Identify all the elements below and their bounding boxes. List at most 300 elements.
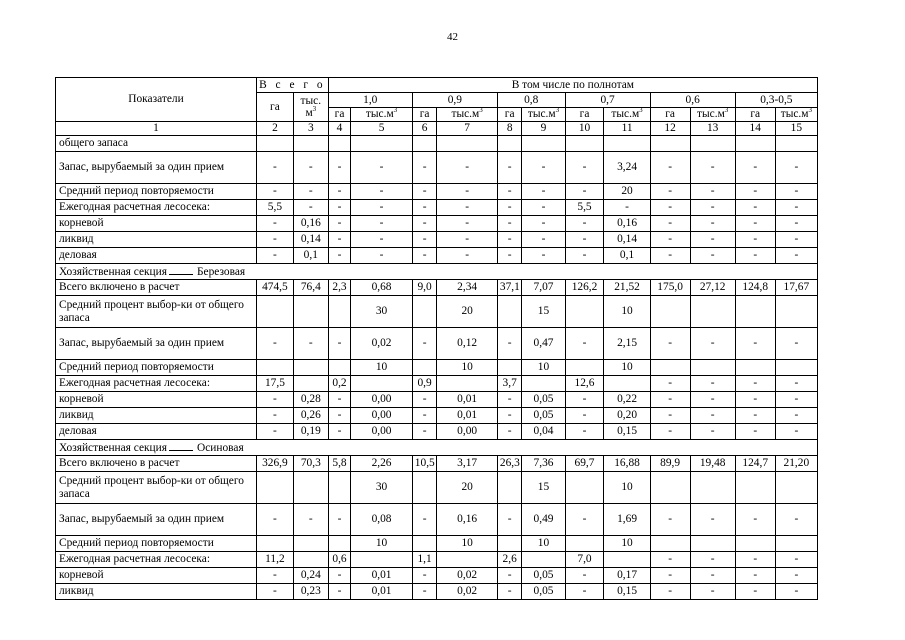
table-cell: -: [735, 584, 775, 600]
table-cell: 17,5: [256, 376, 293, 392]
table-cell: 10,5: [412, 456, 437, 472]
table-cell: 474,5: [256, 280, 293, 296]
table-cell: 0,01: [351, 584, 413, 600]
table-cell: -: [565, 248, 604, 264]
table-cell: [565, 536, 604, 552]
header-unit-ha: га: [650, 108, 690, 122]
table-cell: 0,23: [293, 584, 328, 600]
table-cell: [650, 536, 690, 552]
table-cell: [351, 552, 413, 568]
row-label: Средний период повторяемости: [56, 360, 257, 376]
header-total-volume: тыс. $м^3$: [293, 93, 328, 122]
table-cell: 0,17: [604, 568, 650, 584]
table-cell: -: [412, 504, 437, 536]
table-row: [56, 248, 818, 264]
table-cell: -: [735, 504, 775, 536]
table-cell: -: [735, 248, 775, 264]
table-cell: 0,1: [293, 248, 328, 264]
table-cell: -: [256, 568, 293, 584]
header-unit-volume: $тыс.м^3$: [604, 108, 650, 122]
table-cell: 0,15: [604, 424, 650, 440]
table-cell: -: [412, 392, 437, 408]
table-cell: -: [256, 232, 293, 248]
table-cell: -: [775, 568, 817, 584]
table-cell: 0,00: [351, 424, 413, 440]
table-cell: -: [775, 184, 817, 200]
table-cell: -: [775, 216, 817, 232]
column-number: 11: [604, 122, 650, 136]
row-label: ликвид: [56, 232, 257, 248]
table-cell: 2,15: [604, 328, 650, 360]
table-cell: -: [351, 152, 413, 184]
table-cell: 0,26: [293, 408, 328, 424]
table-cell: [328, 360, 351, 376]
table-cell: 0,19: [293, 424, 328, 440]
table-cell: 5,5: [256, 200, 293, 216]
table-cell: -: [775, 376, 817, 392]
table-cell: -: [497, 568, 522, 584]
table-cell: -: [522, 248, 565, 264]
table-cell: -: [690, 152, 735, 184]
table-cell: 10: [604, 472, 650, 504]
table-cell: -: [565, 232, 604, 248]
table-cell: -: [497, 200, 522, 216]
table-cell: 0,16: [604, 216, 650, 232]
table-cell: 15: [522, 296, 565, 328]
table-cell: [256, 536, 293, 552]
table-cell: [497, 536, 522, 552]
table-cell: -: [690, 392, 735, 408]
table-cell: -: [328, 408, 351, 424]
table-cell: -: [565, 408, 604, 424]
table-cell: 0,08: [351, 504, 413, 536]
table-cell: -: [412, 424, 437, 440]
table-cell: -: [328, 392, 351, 408]
table-cell: -: [497, 216, 522, 232]
header-unit-ha: га: [735, 108, 775, 122]
table-cell: -: [775, 504, 817, 536]
row-label: Ежегодная расчетная лесосека:: [56, 376, 257, 392]
table-cell: -: [328, 232, 351, 248]
table-cell: [775, 136, 817, 152]
row-label: деловая: [56, 424, 257, 440]
table-cell: 7,0: [565, 552, 604, 568]
table-cell: -: [351, 200, 413, 216]
table-cell: 76,4: [293, 280, 328, 296]
header-column-numbers-row: [56, 122, 818, 136]
table-row: [56, 408, 818, 424]
table-cell: -: [293, 504, 328, 536]
table-cell: -: [328, 584, 351, 600]
table-cell: [522, 376, 565, 392]
table-cell: -: [256, 392, 293, 408]
table-cell: [256, 296, 293, 328]
table-cell: -: [650, 232, 690, 248]
table-cell: -: [256, 248, 293, 264]
column-number: 15: [775, 122, 817, 136]
table-cell: [604, 552, 650, 568]
table-cell: 30: [351, 472, 413, 504]
table-cell: -: [437, 200, 497, 216]
table-cell: [256, 136, 293, 152]
column-number: 6: [412, 122, 437, 136]
table-cell: -: [775, 552, 817, 568]
table-cell: [522, 552, 565, 568]
table-cell: [293, 472, 328, 504]
table-row: [56, 152, 818, 184]
table-cell: 0,1: [604, 248, 650, 264]
table-cell: -: [690, 200, 735, 216]
table-cell: -: [497, 248, 522, 264]
table-cell: 126,2: [565, 280, 604, 296]
table-row: [56, 280, 818, 296]
table-cell: -: [412, 248, 437, 264]
table-cell: [565, 472, 604, 504]
table-cell: -: [565, 424, 604, 440]
table-cell: [690, 360, 735, 376]
table-cell: 9,0: [412, 280, 437, 296]
table-cell: -: [437, 184, 497, 200]
row-label: Ежегодная расчетная лесосека:: [56, 552, 257, 568]
section-name: Березовая: [197, 265, 246, 278]
row-label: Запас, вырубаемый за один прием: [56, 504, 257, 536]
table-cell: 0,02: [437, 584, 497, 600]
table-cell: 3,17: [437, 456, 497, 472]
table-cell: -: [735, 408, 775, 424]
section-title: [56, 264, 818, 280]
column-number: 2: [256, 122, 293, 136]
row-label: Запас, вырубаемый за один прием: [56, 152, 257, 184]
table-cell: -: [328, 200, 351, 216]
header-unit-volume: $тыс.м^3$: [522, 108, 565, 122]
table-cell: 0,2: [328, 376, 351, 392]
table-cell: 10: [351, 360, 413, 376]
row-label: Средний период повторяемости: [56, 184, 257, 200]
table-cell: [690, 472, 735, 504]
table-cell: [775, 472, 817, 504]
table-cell: -: [412, 152, 437, 184]
table-cell: [328, 136, 351, 152]
table-cell: 2,6: [497, 552, 522, 568]
table-row: [56, 200, 818, 216]
header-unit-ha: га: [497, 108, 522, 122]
table-cell: [497, 136, 522, 152]
header-density-2: 0,9: [412, 93, 497, 108]
page-number: 42: [447, 31, 458, 43]
table-cell: [293, 552, 328, 568]
row-label: Средний процент выбор-ки от общего запаса: [56, 296, 257, 328]
table-cell: -: [256, 216, 293, 232]
table-cell: 5,8: [328, 456, 351, 472]
table-cell: 89,9: [650, 456, 690, 472]
header-density-4: 0,7: [565, 93, 650, 108]
table-cell: -: [775, 328, 817, 360]
table-cell: 10: [437, 360, 497, 376]
table-cell: [437, 136, 497, 152]
table-cell: -: [565, 584, 604, 600]
table-cell: -: [650, 392, 690, 408]
table-cell: -: [522, 200, 565, 216]
table-cell: 0,00: [437, 424, 497, 440]
table-cell: -: [412, 184, 437, 200]
header-total-ha: га: [256, 93, 293, 122]
header-row-1: [56, 78, 818, 93]
table-row: [56, 536, 818, 552]
table-cell: -: [604, 200, 650, 216]
table-cell: 0,05: [522, 568, 565, 584]
table-cell: 2,26: [351, 456, 413, 472]
table-cell: -: [735, 232, 775, 248]
table-cell: 70,3: [293, 456, 328, 472]
table-cell: -: [735, 328, 775, 360]
table-cell: -: [328, 184, 351, 200]
row-label: Всего включено в расчет: [56, 280, 257, 296]
table-cell: -: [565, 328, 604, 360]
table-cell: [437, 552, 497, 568]
table-cell: -: [497, 184, 522, 200]
table-cell: 0,15: [604, 584, 650, 600]
table-cell: -: [775, 584, 817, 600]
table-cell: 0,00: [351, 408, 413, 424]
table-cell: [412, 360, 437, 376]
table-cell: 12,6: [565, 376, 604, 392]
table-cell: -: [650, 248, 690, 264]
table-cell: 10: [522, 360, 565, 376]
table-cell: -: [650, 424, 690, 440]
table-cell: -: [650, 408, 690, 424]
table-cell: 0,14: [604, 232, 650, 248]
table-cell: 20: [604, 184, 650, 200]
table-cell: 19,48: [690, 456, 735, 472]
section-row: [56, 440, 818, 456]
row-label: ликвид: [56, 584, 257, 600]
table-cell: -: [522, 184, 565, 200]
table-cell: -: [256, 184, 293, 200]
table-cell: 26,3: [497, 456, 522, 472]
table-cell: -: [565, 504, 604, 536]
table-cell: 0,05: [522, 584, 565, 600]
table-cell: [497, 296, 522, 328]
table-cell: 30: [351, 296, 413, 328]
table-cell: -: [775, 152, 817, 184]
column-number: 5: [351, 122, 413, 136]
row-label: корневой: [56, 568, 257, 584]
header-density-6: 0,3-0,5: [735, 93, 817, 108]
table-cell: [293, 376, 328, 392]
table-cell: [293, 296, 328, 328]
table-cell: -: [690, 376, 735, 392]
table-cell: [565, 360, 604, 376]
table-cell: [565, 136, 604, 152]
table-cell: 10: [437, 536, 497, 552]
section-underline: [169, 265, 193, 275]
table-cell: -: [412, 328, 437, 360]
table-cell: [735, 536, 775, 552]
table-cell: 1,69: [604, 504, 650, 536]
table-cell: -: [735, 184, 775, 200]
table-cell: 0,28: [293, 392, 328, 408]
table-cell: -: [328, 424, 351, 440]
table-cell: 124,8: [735, 280, 775, 296]
column-number: 13: [690, 122, 735, 136]
table-cell: -: [437, 248, 497, 264]
table-cell: -: [328, 248, 351, 264]
table-cell: -: [775, 248, 817, 264]
table-cell: -: [650, 552, 690, 568]
table-cell: [351, 136, 413, 152]
row-label: корневой: [56, 392, 257, 408]
table-cell: -: [256, 584, 293, 600]
row-label: Ежегодная расчетная лесосека:: [56, 200, 257, 216]
row-label: Всего включено в расчет: [56, 456, 257, 472]
table-row: [56, 216, 818, 232]
table-cell: [604, 136, 650, 152]
table-cell: 0,22: [604, 392, 650, 408]
table-cell: 0,49: [522, 504, 565, 536]
table-cell: -: [690, 184, 735, 200]
table-cell: 0,02: [437, 568, 497, 584]
table-cell: -: [775, 200, 817, 216]
table-cell: [650, 136, 690, 152]
table-cell: -: [522, 152, 565, 184]
table-cell: [735, 136, 775, 152]
table-cell: -: [735, 392, 775, 408]
table-cell: 0,04: [522, 424, 565, 440]
table-row: [56, 360, 818, 376]
table-cell: 17,67: [775, 280, 817, 296]
table-row: [56, 552, 818, 568]
table-cell: [328, 472, 351, 504]
table-cell: 326,9: [256, 456, 293, 472]
table-cell: -: [650, 200, 690, 216]
table-cell: -: [293, 328, 328, 360]
table-cell: -: [351, 248, 413, 264]
table-cell: [775, 296, 817, 328]
table-cell: -: [690, 424, 735, 440]
table-cell: 0,14: [293, 232, 328, 248]
table-cell: [328, 536, 351, 552]
table-cell: -: [497, 504, 522, 536]
table-cell: 16,88: [604, 456, 650, 472]
table-row: [56, 424, 818, 440]
table-cell: -: [328, 504, 351, 536]
table-cell: -: [735, 216, 775, 232]
section-name: Осиновая: [197, 441, 244, 454]
header-total: В с е г о: [256, 78, 328, 93]
table-cell: -: [437, 152, 497, 184]
table-cell: [412, 536, 437, 552]
table-cell: 2,3: [328, 280, 351, 296]
header-unit-ha: га: [328, 108, 351, 122]
header-unit-ha: га: [565, 108, 604, 122]
table-cell: 0,01: [437, 392, 497, 408]
table-cell: [497, 472, 522, 504]
column-number: 8: [497, 122, 522, 136]
table-cell: [650, 472, 690, 504]
table-cell: 0,01: [437, 408, 497, 424]
table-cell: 15: [522, 472, 565, 504]
header-unit-volume: $тыс.м^3$: [690, 108, 735, 122]
table-cell: [735, 472, 775, 504]
table-cell: -: [735, 376, 775, 392]
row-label: Запас, вырубаемый за один прием: [56, 328, 257, 360]
header-unit-volume: $тыс.м^3$: [775, 108, 817, 122]
column-number: 4: [328, 122, 351, 136]
table-cell: 0,02: [351, 328, 413, 360]
column-number: 10: [565, 122, 604, 136]
table-cell: -: [412, 216, 437, 232]
table-cell: 0,16: [437, 504, 497, 536]
row-label: корневой: [56, 216, 257, 232]
table-cell: -: [497, 328, 522, 360]
table-cell: -: [735, 424, 775, 440]
table-row: [56, 392, 818, 408]
table-cell: -: [522, 216, 565, 232]
header-unit-ha: га: [412, 108, 437, 122]
table-cell: [565, 296, 604, 328]
table-cell: 0,00: [351, 392, 413, 408]
table-cell: [522, 136, 565, 152]
table-cell: -: [735, 152, 775, 184]
table-cell: 0,24: [293, 568, 328, 584]
table-cell: 5,5: [565, 200, 604, 216]
table-row: [56, 568, 818, 584]
table-cell: -: [565, 392, 604, 408]
table-cell: -: [497, 584, 522, 600]
table-cell: -: [497, 152, 522, 184]
table-cell: -: [565, 152, 604, 184]
table-cell: [412, 136, 437, 152]
table-cell: [690, 136, 735, 152]
table-cell: 175,0: [650, 280, 690, 296]
table-cell: -: [497, 232, 522, 248]
table-cell: 11,2: [256, 552, 293, 568]
table-cell: [650, 296, 690, 328]
table-cell: 124,7: [735, 456, 775, 472]
header-indicators: Показатели: [56, 78, 257, 122]
table-cell: -: [650, 184, 690, 200]
table-cell: -: [256, 424, 293, 440]
table-cell: 37,1: [497, 280, 522, 296]
column-number: 1: [56, 122, 257, 136]
table-cell: -: [497, 392, 522, 408]
row-label: Средний процент выбор-ки от общего запаса: [56, 472, 257, 504]
table-cell: -: [735, 200, 775, 216]
column-number: 3: [293, 122, 328, 136]
table-cell: 0,68: [351, 280, 413, 296]
table-cell: -: [351, 184, 413, 200]
table-cell: -: [256, 408, 293, 424]
table-row: [56, 184, 818, 200]
table-cell: 69,7: [565, 456, 604, 472]
table-cell: -: [690, 328, 735, 360]
table-cell: 0,01: [351, 568, 413, 584]
table-cell: -: [256, 328, 293, 360]
section-label: Хозяйственная секция: [59, 265, 167, 278]
table-cell: 21,52: [604, 280, 650, 296]
header-density-3: 0,8: [497, 93, 565, 108]
table-cell: 7,36: [522, 456, 565, 472]
table-cell: -: [650, 584, 690, 600]
table-cell: -: [293, 200, 328, 216]
table-cell: [412, 472, 437, 504]
table-cell: [293, 136, 328, 152]
table-cell: -: [565, 568, 604, 584]
table-cell: 7,07: [522, 280, 565, 296]
column-number: 7: [437, 122, 497, 136]
table-cell: 3,7: [497, 376, 522, 392]
table-cell: [497, 360, 522, 376]
